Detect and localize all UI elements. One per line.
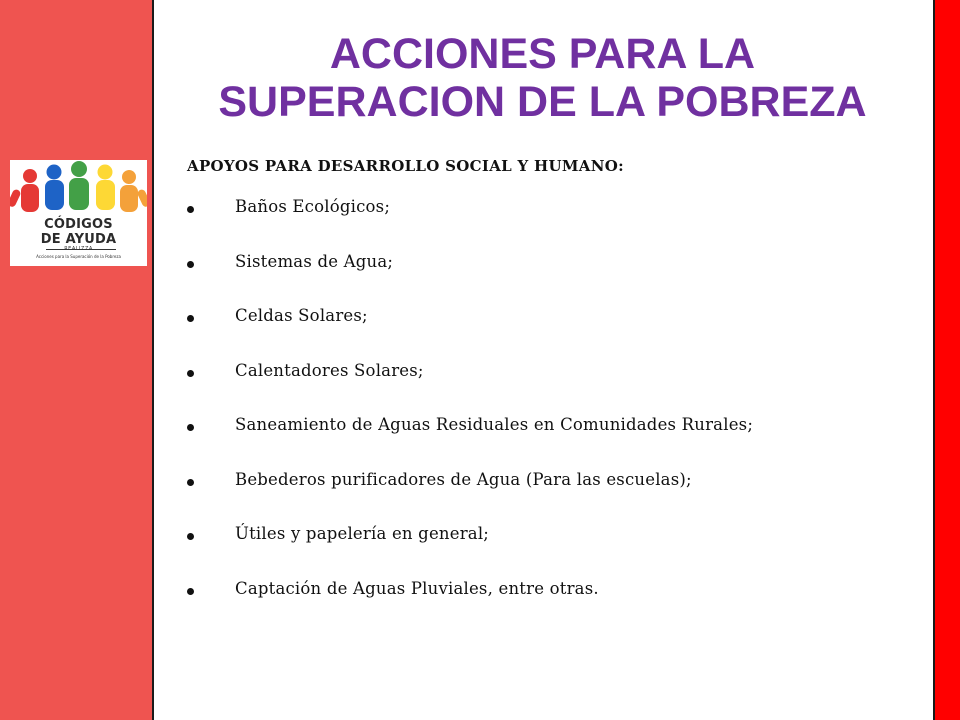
right-color-band: [933, 0, 960, 720]
bullet-icon: [187, 261, 194, 268]
list-item-text: Celdas Solares;: [235, 306, 368, 325]
list-item-text: Sistemas de Agua;: [235, 251, 394, 271]
list-item-text: Útiles y papelería en general;: [235, 524, 490, 543]
bullet-icon: [187, 479, 194, 486]
people-figures-icon: [10, 160, 147, 220]
list-item-text: Captación de Aguas Pluviales, entre otras.: [235, 578, 599, 598]
bullet-icon: [187, 533, 194, 540]
slide-title: [152, 30, 933, 126]
logo-sub-text: REALIZZA: [64, 246, 93, 252]
logo-text-line-1: CÓDIGOS: [44, 217, 113, 232]
section-heading: APOYOS PARA DESARROLLO SOCIAL Y HUMANO:: [187, 157, 624, 175]
slide-title-line-2: SUPERACION DE LA POBREZA: [218, 78, 867, 126]
bullet-icon: [187, 315, 194, 322]
list-item-text: Saneamiento de Aguas Residuales en Comunidades Rurales;: [235, 415, 754, 434]
list-item-text: Calentadores Solares;: [235, 360, 424, 380]
bullet-icon: [187, 206, 194, 213]
codigos-de-ayuda-logo: [10, 160, 147, 266]
bullet-icon: [187, 370, 194, 377]
list-item-text: Bebederos purificadores de Agua (Para las escuelas);: [235, 469, 692, 489]
list-item-text: Baños Ecológicos;: [235, 197, 391, 216]
logo-tagline: Acciones para la Superación de la Pobreza: [36, 254, 121, 259]
left-color-band: [0, 0, 154, 720]
slide-title-line-1: ACCIONES PARA LA: [329, 30, 756, 78]
bullet-icon: [187, 424, 194, 431]
bullet-icon: [187, 588, 194, 595]
logo-text-line-2: DE AYUDA: [40, 232, 117, 247]
